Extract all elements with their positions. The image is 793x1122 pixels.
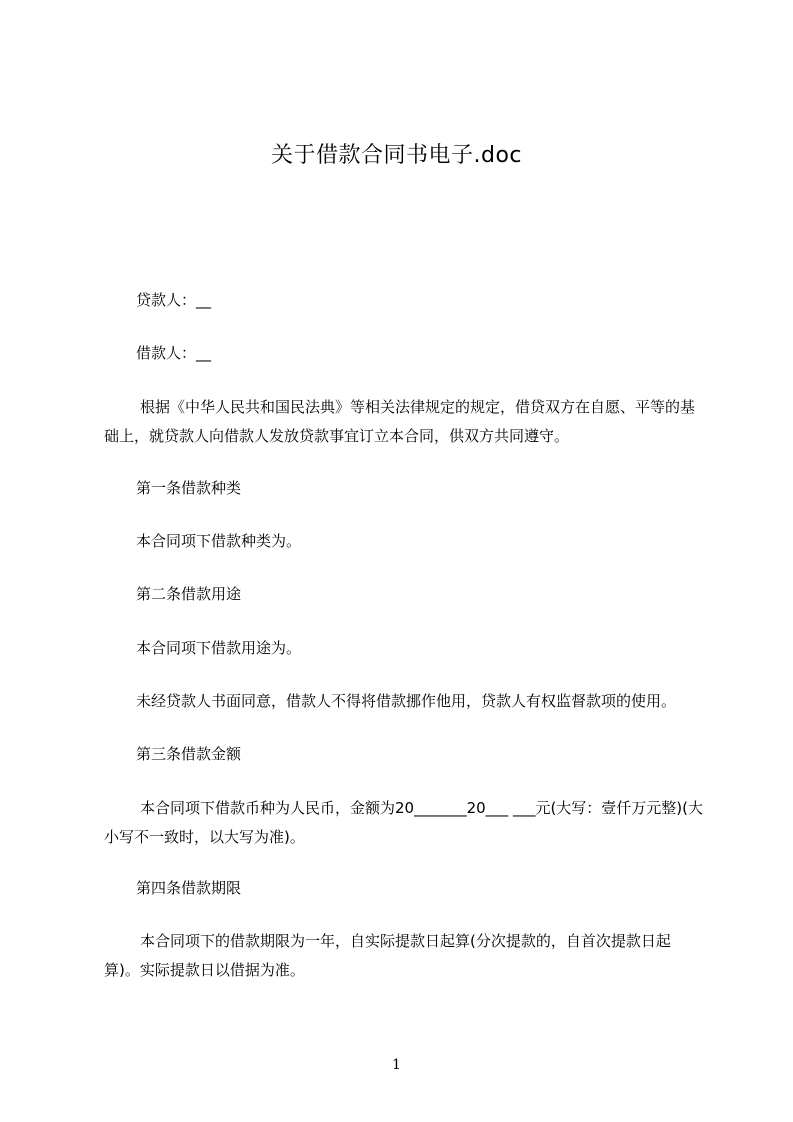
- page-number: 1: [392, 1057, 401, 1073]
- article-4-text: 本合同项下的借款期限为一年，自实际提款日起算(分次提款的，自首次提款日起算)。实际提款日以借据为准。: [104, 932, 671, 979]
- article-3-heading: 第三条借款金额: [136, 745, 242, 763]
- article-1-heading: 第一条借款种类: [136, 479, 242, 497]
- article-1-text: 本合同项下借款种类为。: [136, 532, 302, 550]
- document-title: 关于借款合同书电子.doc: [270, 143, 522, 168]
- lender-line: 贷款人：__: [136, 291, 212, 309]
- article-4-heading: 第四条借款期限: [136, 879, 242, 897]
- article-2-text: 本合同项下借款用途为。: [136, 639, 302, 657]
- article-2-restriction: 未经贷款人书面同意，借款人不得将借款挪作他用，贷款人有权监督款项的使用。: [136, 692, 677, 710]
- preamble-paragraph: 根据《中华人民共和国民法典》等相关法律规定的规定，借贷双方在自愿、平等的基础上，就贷款人向借款人发放贷款事宜订立本合同，供双方共同遵守。: [104, 398, 696, 445]
- article-3-text: 本合同项下借款币种为人民币，金额为20_______20___ ___元(大写：壹仟万元整)(大小写不一致时，以大写为准)。: [104, 799, 704, 846]
- article-2-heading: 第二条借款用途: [136, 585, 242, 603]
- borrower-line: 借款人：__: [136, 344, 212, 362]
